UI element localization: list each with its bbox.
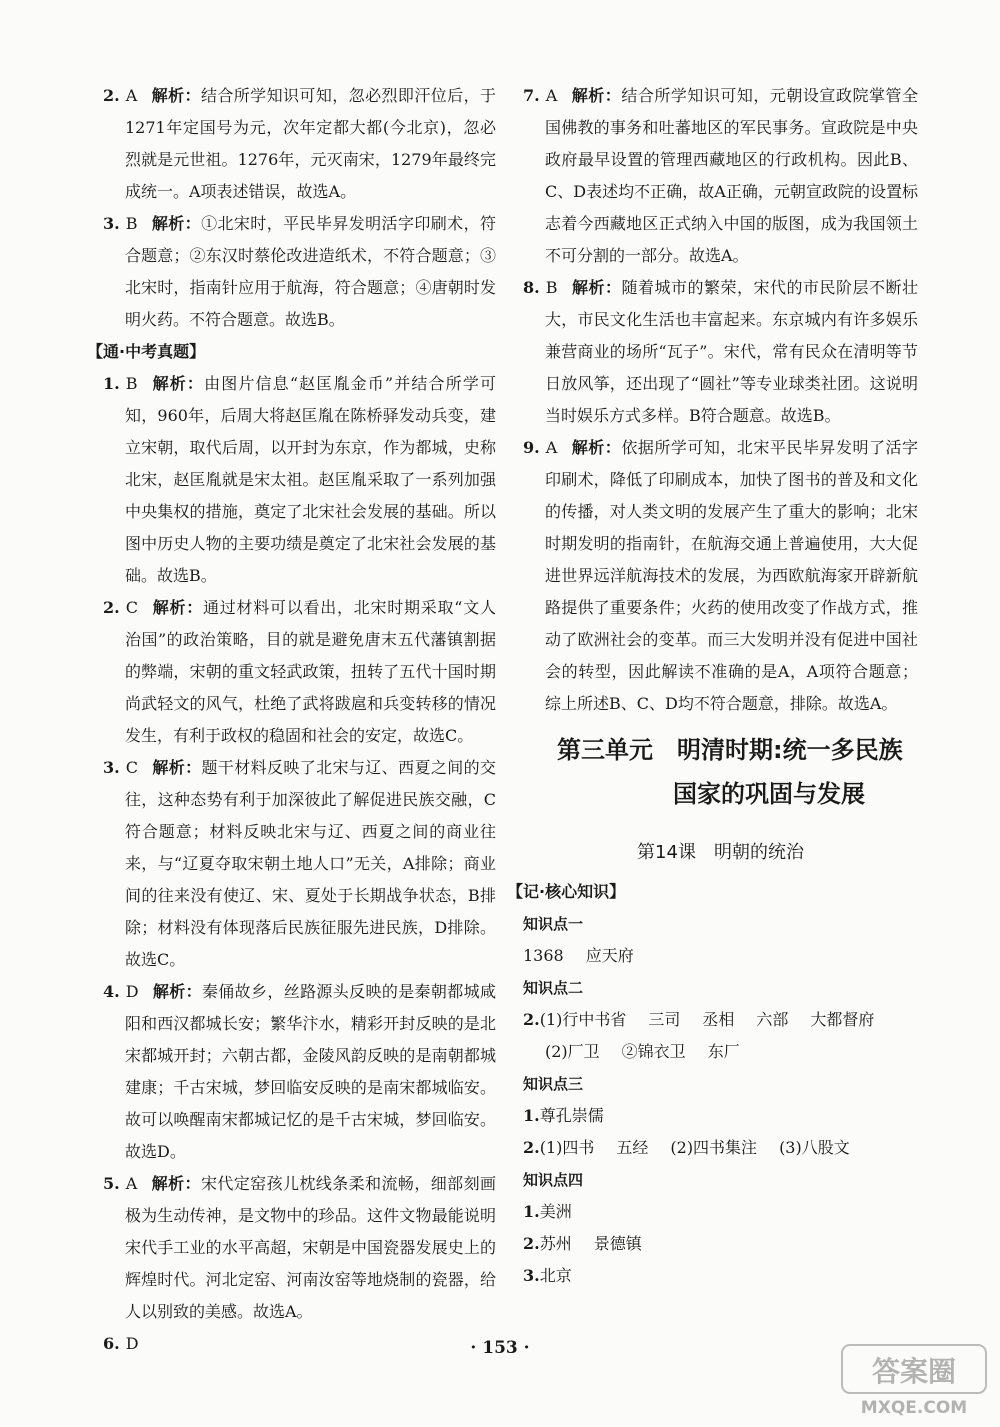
answer-text: (2)四书集注 — [670, 1138, 758, 1157]
item-number: 2. — [103, 598, 120, 617]
kp2-line-2 — [523, 1036, 918, 1068]
item-number: 6. — [103, 1334, 120, 1353]
answer-text: 景德镇 — [593, 1234, 642, 1253]
analysis-text: 结合所学知识可知，忽必烈即汗位后，于1271年定国号为元，次年定都大都(今北京)，忽必烈就是元世祖。1276年，元灭南宋，1279年最终完成统一。A项表述错误，故选A。 — [125, 86, 496, 201]
section-heading-exam: 【通·中考真题】 — [87, 342, 206, 361]
analysis-text: ①北宋时，平民毕昇发明活字印刷术，符合题意；②东汉时蔡伦改进造纸术，不符合题意；③北宋时，指南针应用于航海，符合题意；④唐朝时发明火药。不符合题意。故选B。 — [125, 214, 496, 329]
answer-text: 丞相 — [702, 1010, 735, 1029]
item-number: 2. — [523, 1138, 540, 1157]
answer-letter: D — [125, 1334, 139, 1353]
exam-item-3 — [103, 752, 496, 976]
item-number: 5. — [103, 1174, 120, 1193]
kp3-line-2 — [523, 1132, 918, 1164]
answer-text: 美洲 — [539, 1202, 572, 1221]
answer-text: 尊孔崇儒 — [539, 1106, 604, 1125]
answer-item-9 — [523, 432, 918, 720]
unit-title-line-1: 第三单元 明清时期:统一多民族 — [557, 736, 903, 764]
knowledge-point-4: 知识点四 — [523, 1171, 584, 1189]
answer-text: (3)八股文 — [779, 1138, 850, 1157]
answer-text: 北京 — [539, 1266, 572, 1285]
knowledge-point-2: 知识点二 — [523, 979, 584, 997]
answer-text: (1)四书 — [539, 1138, 595, 1157]
answer-letter: D — [125, 982, 139, 1001]
item-number: 9. — [523, 438, 540, 457]
answer-letter: A — [545, 438, 558, 457]
item-number: 3. — [103, 214, 120, 233]
lesson-number: 第14课 — [637, 842, 696, 863]
analysis-label: 解析： — [151, 1174, 201, 1193]
analysis-label: 解析： — [151, 86, 201, 105]
exam-item-5 — [103, 1168, 496, 1328]
unit-title — [523, 728, 918, 816]
answer-item-7 — [523, 80, 918, 272]
kp4-line-2 — [523, 1228, 918, 1260]
answer-item-8 — [523, 272, 918, 432]
analysis-text: 通过材料可以看出，北宋时期采取“文人治国”的政治策略，目的就是避免唐末五代藩镇割据的弊端，宋朝的重文轻武政策，扭转了五代十国时期尚武轻文的风气，杜绝了武将跋扈和兵变转移的情况发生，有利于政权的稳固和社会的安定，故选C。 — [125, 598, 496, 745]
unit-title-line-2: 国家的巩固与发展 — [673, 780, 865, 808]
answer-text: ②锦衣卫 — [621, 1042, 686, 1061]
analysis-label: 解析： — [571, 278, 622, 297]
kp1-year: 1368 — [523, 946, 564, 965]
answer-text: (1)行中书省 — [539, 1010, 627, 1029]
analysis-text: 结合所学知识可知，元朝设宣政院掌管全国佛教的事务和吐蕃地区的军民事务。宣政院是中央政府最早设置的管理西藏地区的行政机构。因此B、C、D表述均不正确，故A正确，元朝宣政院的设置标志着今西藏地区正式纳入中国的版图，成为我国领土不可分割的一部分。故选A。 — [545, 86, 918, 265]
lesson-name: 明朝的统治 — [713, 842, 804, 863]
analysis-text: 宋代定窑孩儿枕线条柔和流畅，细部刻画极为生动传神，是文物中的珍品。这件文物最能说明宋代手工业的水平高超，宋朝是中国瓷器发展史上的辉煌时代。河北定窑、河南汝窑等地烧制的瓷器，给人以别致的美感。故选A。 — [125, 1174, 496, 1321]
answer-text: 苏州 — [539, 1234, 572, 1253]
answer-text: 东厂 — [707, 1042, 740, 1061]
item-number: 7. — [523, 86, 540, 105]
watermark-text: 答案圈 — [871, 1355, 957, 1388]
answer-letter: B — [545, 278, 558, 297]
item-number: 4. — [103, 982, 120, 1001]
answer-letter: A — [545, 86, 558, 105]
analysis-text: 由图片信息“赵匡胤金币”并结合所学可知，960年，后周大将赵匡胤在陈桥驿发动兵变，建立宋朝，取代后周，以开封为东京，作为都城，史称北宋，赵匡胤就是宋太祖。赵匡胤采取了一系列加强中央集权的措施，奠定了北宋社会发展的基础。所以图中历史人物的主要功绩是奠定了北宋社会发展的基础。故选B。 — [125, 374, 496, 585]
item-number: 1. — [523, 1202, 540, 1221]
page-number: · 153 · — [470, 1338, 530, 1358]
exam-item-2 — [103, 592, 496, 752]
item-number: 3. — [103, 758, 120, 777]
analysis-label: 解析： — [151, 758, 202, 777]
answer-text: (2)厂卫 — [545, 1042, 600, 1061]
analysis-label: 解析： — [571, 86, 622, 105]
answer-item-2 — [103, 80, 496, 208]
item-number: 1. — [523, 1106, 540, 1125]
watermark-logo — [840, 1341, 988, 1419]
right-column — [507, 80, 918, 1292]
left-column — [87, 80, 496, 1360]
item-number: 2. — [103, 86, 120, 105]
answer-letter: C — [125, 758, 138, 777]
section-heading-core: 【记·核心知识】 — [507, 882, 626, 901]
lesson-title — [523, 836, 918, 870]
analysis-label: 解析： — [152, 982, 202, 1001]
analysis-text: 秦俑故乡，丝路源头反映的是秦朝都城咸阳和西汉都城长安；繁华汴水，精彩开封反映的是北宋都城开封；六朝古都，金陵风韵反映的是南朝都城建康；千古宋城，梦回临安反映的是南宋都城临安。故可以唤醒南宋都城记忆的是千古宋城，梦回临安。故选D。 — [125, 982, 496, 1161]
kp1-answers — [523, 940, 918, 972]
item-number: 8. — [523, 278, 540, 297]
watermark-url: MXQE.COM — [860, 1398, 968, 1418]
knowledge-point-1: 知识点一 — [523, 915, 584, 933]
exam-item-4 — [103, 976, 496, 1168]
analysis-text: 依据所学可知，北宋平民毕昇发明了活字印刷术，降低了印刷成本，加快了图书的普及和文化的传播，对人类文明的发展产生了重大的影响；北宋时期发明的指南针，在航海交通上普遍使用，大大促进世界远洋航海技术的发展，为西欧航海家开辟新航路提供了重要条件；火药的使用改变了作战方式，推动了欧洲社会的变革。而三大发明并没有促进中国社会的转型，因此解读不准确的是A，A项符合题意；综上所述B、C、D均不符合题意，排除。故选A。 — [545, 438, 918, 713]
analysis-label: 解析： — [151, 374, 205, 393]
item-number: 2. — [523, 1234, 540, 1253]
item-number: 1. — [103, 374, 120, 393]
answer-letter: B — [125, 374, 138, 393]
kp1-capital: 应天府 — [585, 946, 634, 965]
exam-item-1 — [103, 368, 496, 592]
answer-text: 三司 — [648, 1010, 681, 1029]
answer-letter: C — [125, 598, 138, 617]
answer-letter: B — [125, 214, 138, 233]
answer-letter: A — [125, 86, 138, 105]
answer-text: 六部 — [756, 1010, 789, 1029]
knowledge-point-3: 知识点三 — [523, 1075, 584, 1093]
analysis-label: 解析： — [571, 438, 622, 457]
item-number: 3. — [523, 1266, 540, 1285]
answer-text: 五经 — [616, 1138, 649, 1157]
kp2-line-1 — [523, 1004, 918, 1036]
kp4-line-1 — [523, 1196, 918, 1228]
kp4-line-3 — [523, 1260, 918, 1292]
answer-text: 大都督府 — [810, 1010, 875, 1029]
analysis-text: 随着城市的繁荣，宋代的市民阶层不断壮大，市民文化生活也丰富起来。东京城内有许多娱乐兼营商业的场所“瓦子”。宋代，常有民众在清明等节日放风筝，还出现了“圆社”等专业球类社团。这说明当时娱乐方式多样。B符合题意。故选B。 — [545, 278, 918, 425]
analysis-label: 解析： — [151, 598, 203, 617]
analysis-text: 题干材料反映了北宋与辽、西夏之间的交往，这种态势有利于加深彼此了解促进民族交融，C符合题意；材料反映北宋与辽、西夏之间的商业往来，与“辽夏夺取宋朝土地人口”无关，A排除；商业间的往来没有使辽、宋、夏处于长期战争状态，B排除；材料没有体现落后民族征服先进民族，D排除。故选C。 — [125, 758, 496, 969]
kp3-line-1 — [523, 1100, 918, 1132]
answer-item-3 — [103, 208, 496, 336]
analysis-label: 解析： — [151, 214, 202, 233]
answer-letter: A — [125, 1174, 138, 1193]
item-number: 2. — [523, 1010, 540, 1029]
